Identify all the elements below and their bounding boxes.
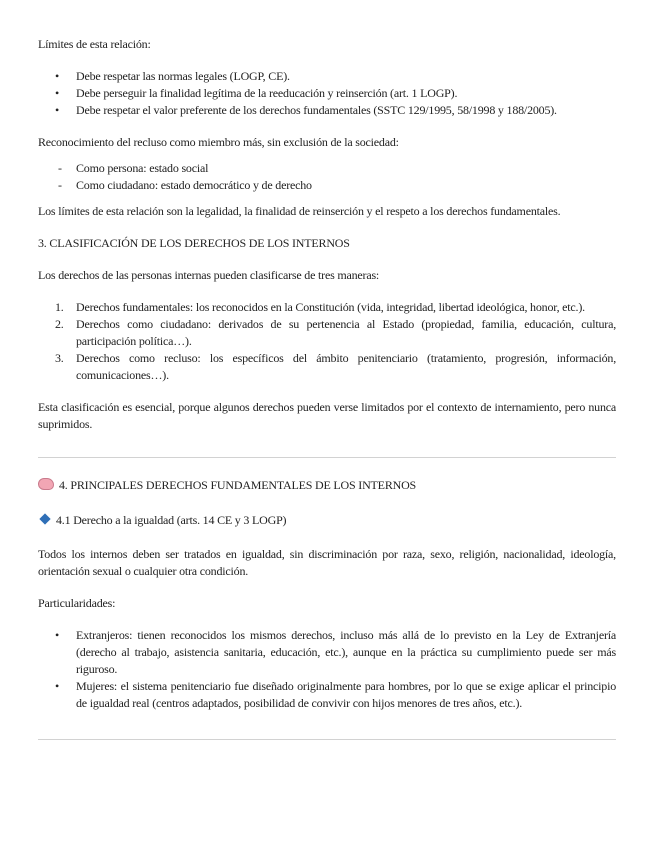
item-number: 2. (55, 317, 64, 331)
list-item: • Debe respetar las normas legales (LOGP, CE). (38, 68, 616, 85)
item-number: 3. (55, 351, 64, 365)
section-3-heading: 3. CLASIFICACIÓN DE LOS DERECHOS DE LOS INTERNOS (38, 236, 350, 250)
list-item: - Como ciudadano: estado democrático y de derecho (38, 177, 616, 194)
section-4-1-title: 4.1 Derecho a la igualdad (arts. 14 CE y 3 LOGP) (56, 513, 287, 527)
list-item: • Debe perseguir la finalidad legítima de la reeducación y reinserción (art. 1 LOGP). (38, 85, 616, 102)
brain-icon (38, 478, 54, 490)
section-separator (38, 457, 616, 458)
section-4-1-heading (38, 512, 616, 529)
item-text: Derechos como recluso: los específicos del ámbito penitenciario (tratamiento, progresión, información, comunicaciones…). (76, 351, 616, 382)
list-item: • Debe respetar el valor preferente de los derechos fundamentales (SSTC 129/1995, 58/1998 y 188/2005). (38, 102, 616, 119)
limits-list (38, 68, 616, 119)
particularities-list (38, 627, 616, 712)
list-item: - Como persona: estado social (38, 160, 616, 177)
particularities-label: Particularidades: (38, 596, 116, 610)
list-item (38, 350, 616, 384)
classification-list (38, 299, 616, 384)
recognition-list (38, 160, 616, 194)
section-4-heading (38, 477, 616, 494)
blue-diamond-icon (39, 513, 50, 524)
list-item: • Extranjeros: tienen reconocidos los mismos derechos, incluso más allá de lo previsto en la Ley de Extranjería (derecho al trabajo, asistencia sanitaria, educación, etc.), aunque en la práctica su cumplimiento puede ser más riguroso. (38, 627, 616, 678)
list-item (38, 299, 616, 316)
section-3-intro: Los derechos de las personas internas pueden clasificarse de tres maneras: (38, 268, 380, 282)
recognition-text: Reconocimiento del recluso como miembro más, sin exclusión de la sociedad: (38, 135, 399, 149)
item-text: Derechos como ciudadano: derivados de su pertenencia al Estado (propiedad, familia, educación, cultura, participación política…). (76, 317, 616, 348)
section-4-title: 4. PRINCIPALES DERECHOS FUNDAMENTALES DE LOS INTERNOS (59, 478, 417, 492)
section-3-conclusion: Esta clasificación es esencial, porque algunos derechos pueden verse limitados por el contexto de internamiento, pero nunca suprimidos. (38, 400, 616, 431)
limits-summary: Los límites de esta relación son la legalidad, la finalidad de reinserción y el respeto a los derechos fundamentales. (38, 204, 561, 218)
item-text: Derechos fundamentales: los reconocidos en la Constitución (vida, integridad, libertad ideológica, honor, etc.). (76, 300, 585, 314)
item-number: 1. (55, 300, 64, 314)
intro-limits: Límites de esta relación: (38, 37, 151, 51)
list-item: • Mujeres: el sistema penitenciario fue diseñado originalmente para hombres, por lo que se exige aplicar el principio de igualdad real (centros adaptados, posibilidad de convivir con hijos menores de tres años, etc.). (38, 678, 616, 712)
section-separator (38, 739, 616, 740)
document-page (38, 36, 616, 740)
list-item (38, 316, 616, 350)
section-4-body: Todos los internos deben ser tratados en igualdad, sin discriminación por raza, sexo, religión, nacionalidad, ideología, orientación sexual o cualquier otra condición. (38, 547, 616, 578)
